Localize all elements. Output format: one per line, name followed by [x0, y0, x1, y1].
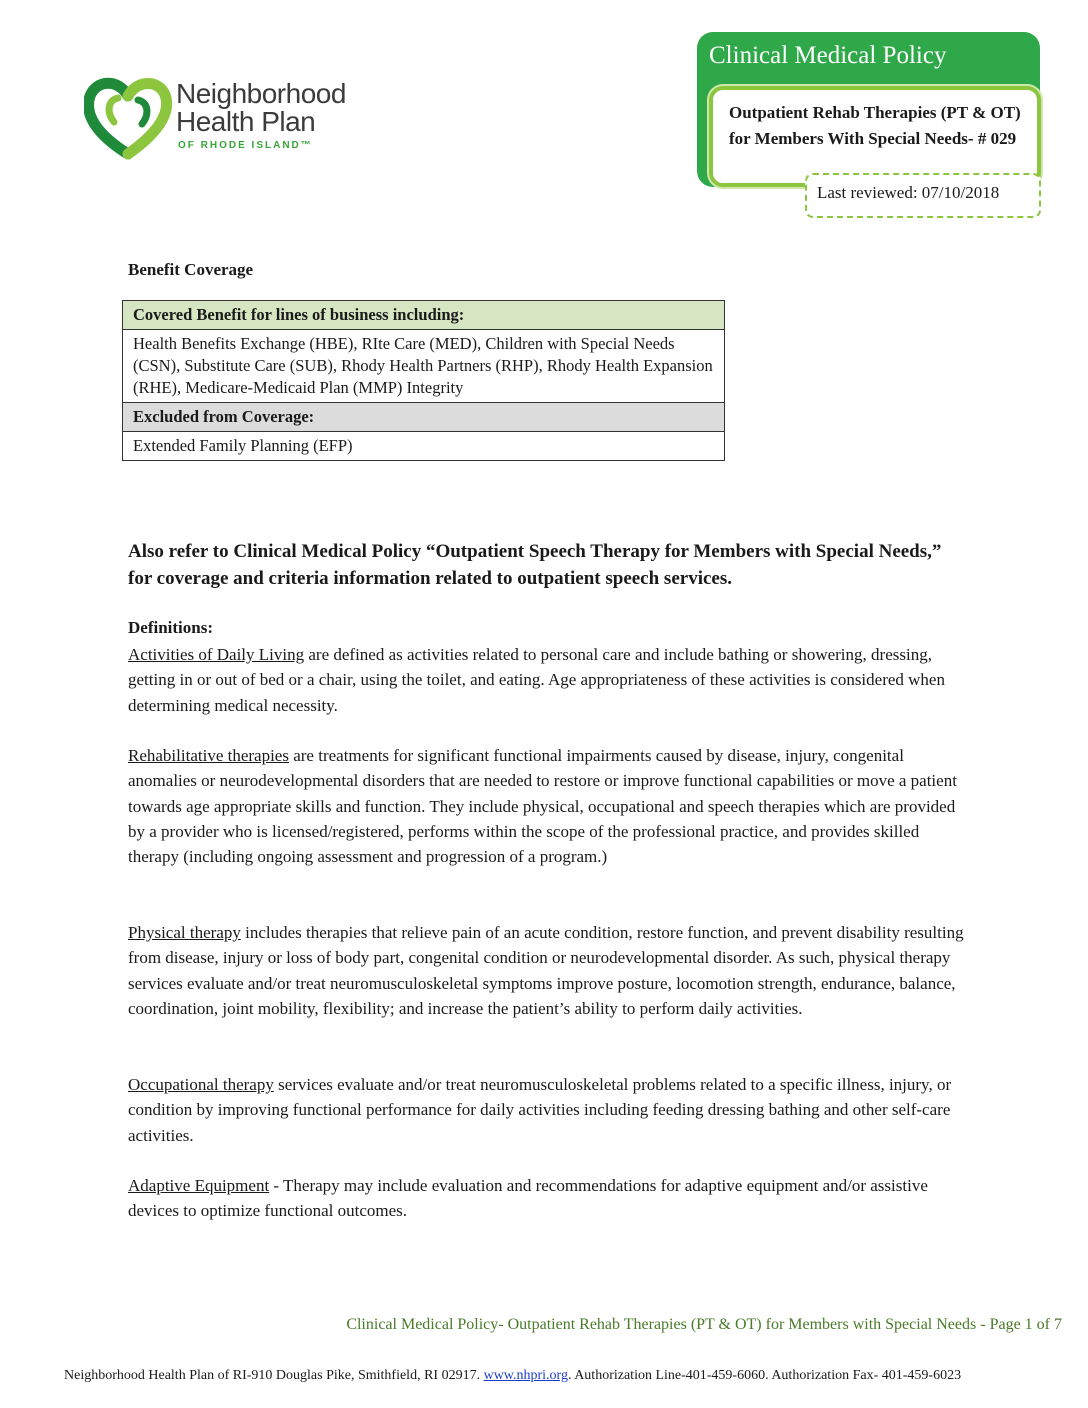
logo-line-1: Neighborhood [176, 78, 346, 109]
definition-term: Rehabilitative therapies [128, 746, 289, 765]
definition-paragraph [128, 642, 968, 718]
policy-name-box [709, 86, 1041, 187]
definition-term: Physical therapy [128, 923, 241, 942]
definition-term: Activities of Daily Living [128, 645, 305, 664]
definition-paragraph [128, 1072, 968, 1148]
definition-paragraph [128, 743, 968, 869]
table-row [123, 301, 725, 330]
definition-text: are defined as activities related to personal care and include bathing or showering, dressing, getting in or out of bed or a chair, using the toilet, and eating. Age appropriateness of these activities is considered when determining medical necessity. [128, 645, 945, 715]
definition-term: Adaptive Equipment [128, 1176, 270, 1195]
policy-name: Outpatient Rehab Therapies (PT & OT) for Members With Special Needs- # 029 [729, 103, 1021, 148]
covered-heading: Covered Benefit for lines of business including: [123, 301, 725, 330]
table-row [123, 403, 725, 432]
last-reviewed-date: Last reviewed: 07/10/2018 [817, 183, 1000, 202]
footer-page-line: Clinical Medical Policy- Outpatient Rehab Therapies (PT & OT) for Members with Special Needs - Page 1 of 7 [346, 1316, 1062, 1333]
nhpri-logo [84, 74, 384, 164]
table-row [123, 432, 725, 461]
excluded-text: Extended Family Planning (EFP) [123, 432, 725, 461]
footer-contact-text: . Authorization Line-401-459-6060. Authorization Fax- 401-459-6023 [567, 1368, 962, 1383]
excluded-heading: Excluded from Coverage: [123, 403, 725, 432]
website-link[interactable]: www.nhpri.org [483, 1368, 568, 1383]
policy-header-title: Clinical Medical Policy [709, 42, 947, 69]
covered-text: Health Benefits Exchange (HBE), RIte Care (MED), Children with Special Needs (CSN), Substitute Care (SUB), Rhody Health Partners (RHP), Rhody Health Expansion (RHE), Medicare-Medicaid Plan (MMP) Integrity [123, 330, 725, 403]
definition-paragraph [128, 920, 968, 1021]
logo-subline: OF RHODE ISLAND™ [178, 140, 313, 151]
table-row [123, 330, 725, 403]
refer-note: Also refer to Clinical Medical Policy “Outpatient Speech Therapy for Members with Special Needs,” for coverage and criteria information related to outpatient speech services. [128, 541, 942, 589]
benefit-coverage-table [122, 300, 725, 461]
definition-term: Occupational therapy [128, 1075, 274, 1094]
benefit-coverage-label: Benefit Coverage [128, 260, 254, 279]
footer-address [64, 1368, 961, 1384]
last-reviewed-box [805, 173, 1041, 218]
heart-logo-icon [84, 74, 174, 164]
definition-text: are treatments for significant functional impairments caused by disease, injury, congenital anomalies or neurodevelopmental disorders that are needed to restore or improve functional capabilities or move a patient towards age appropriate skills and function. They include physical, occupational and speech therapies which are provided by a provider who is licensed/registered, performs within the scope of the professional practice, and provides skilled therapy (including ongoing assessment and progression of a program.) [128, 746, 957, 867]
logo-wordmark [176, 80, 346, 136]
definitions-title: Definitions: [128, 618, 213, 637]
definition-text: - Therapy may include evaluation and recommendations for adaptive equipment and/or assistive devices to optimize functional outcomes. [128, 1176, 928, 1221]
definition-text: includes therapies that relieve pain of an acute condition, restore function, and prevent disability resulting from disease, injury or loss of body part, congenital condition or neurodevelopmental disorder. As such, physical therapy services evaluate and/or treat neuromusculoskeletal symptoms improve posture, locomotion strength, endurance, balance, coordination, joint mobility, flexibility; and increase the patient’s ability to perform daily activities. [128, 923, 964, 1018]
definition-paragraph [128, 1173, 968, 1224]
footer-address-text: Neighborhood Health Plan of RI-910 Douglas Pike, Smithfield, RI 02917. [64, 1368, 484, 1383]
definition-text: services evaluate and/or treat neuromusculoskeletal problems related to a specific illness, injury, or condition by improving functional performance for daily activities including feeding dressing bathing and other self-care activities. [128, 1075, 952, 1145]
logo-line-2: Health Plan [176, 106, 316, 137]
